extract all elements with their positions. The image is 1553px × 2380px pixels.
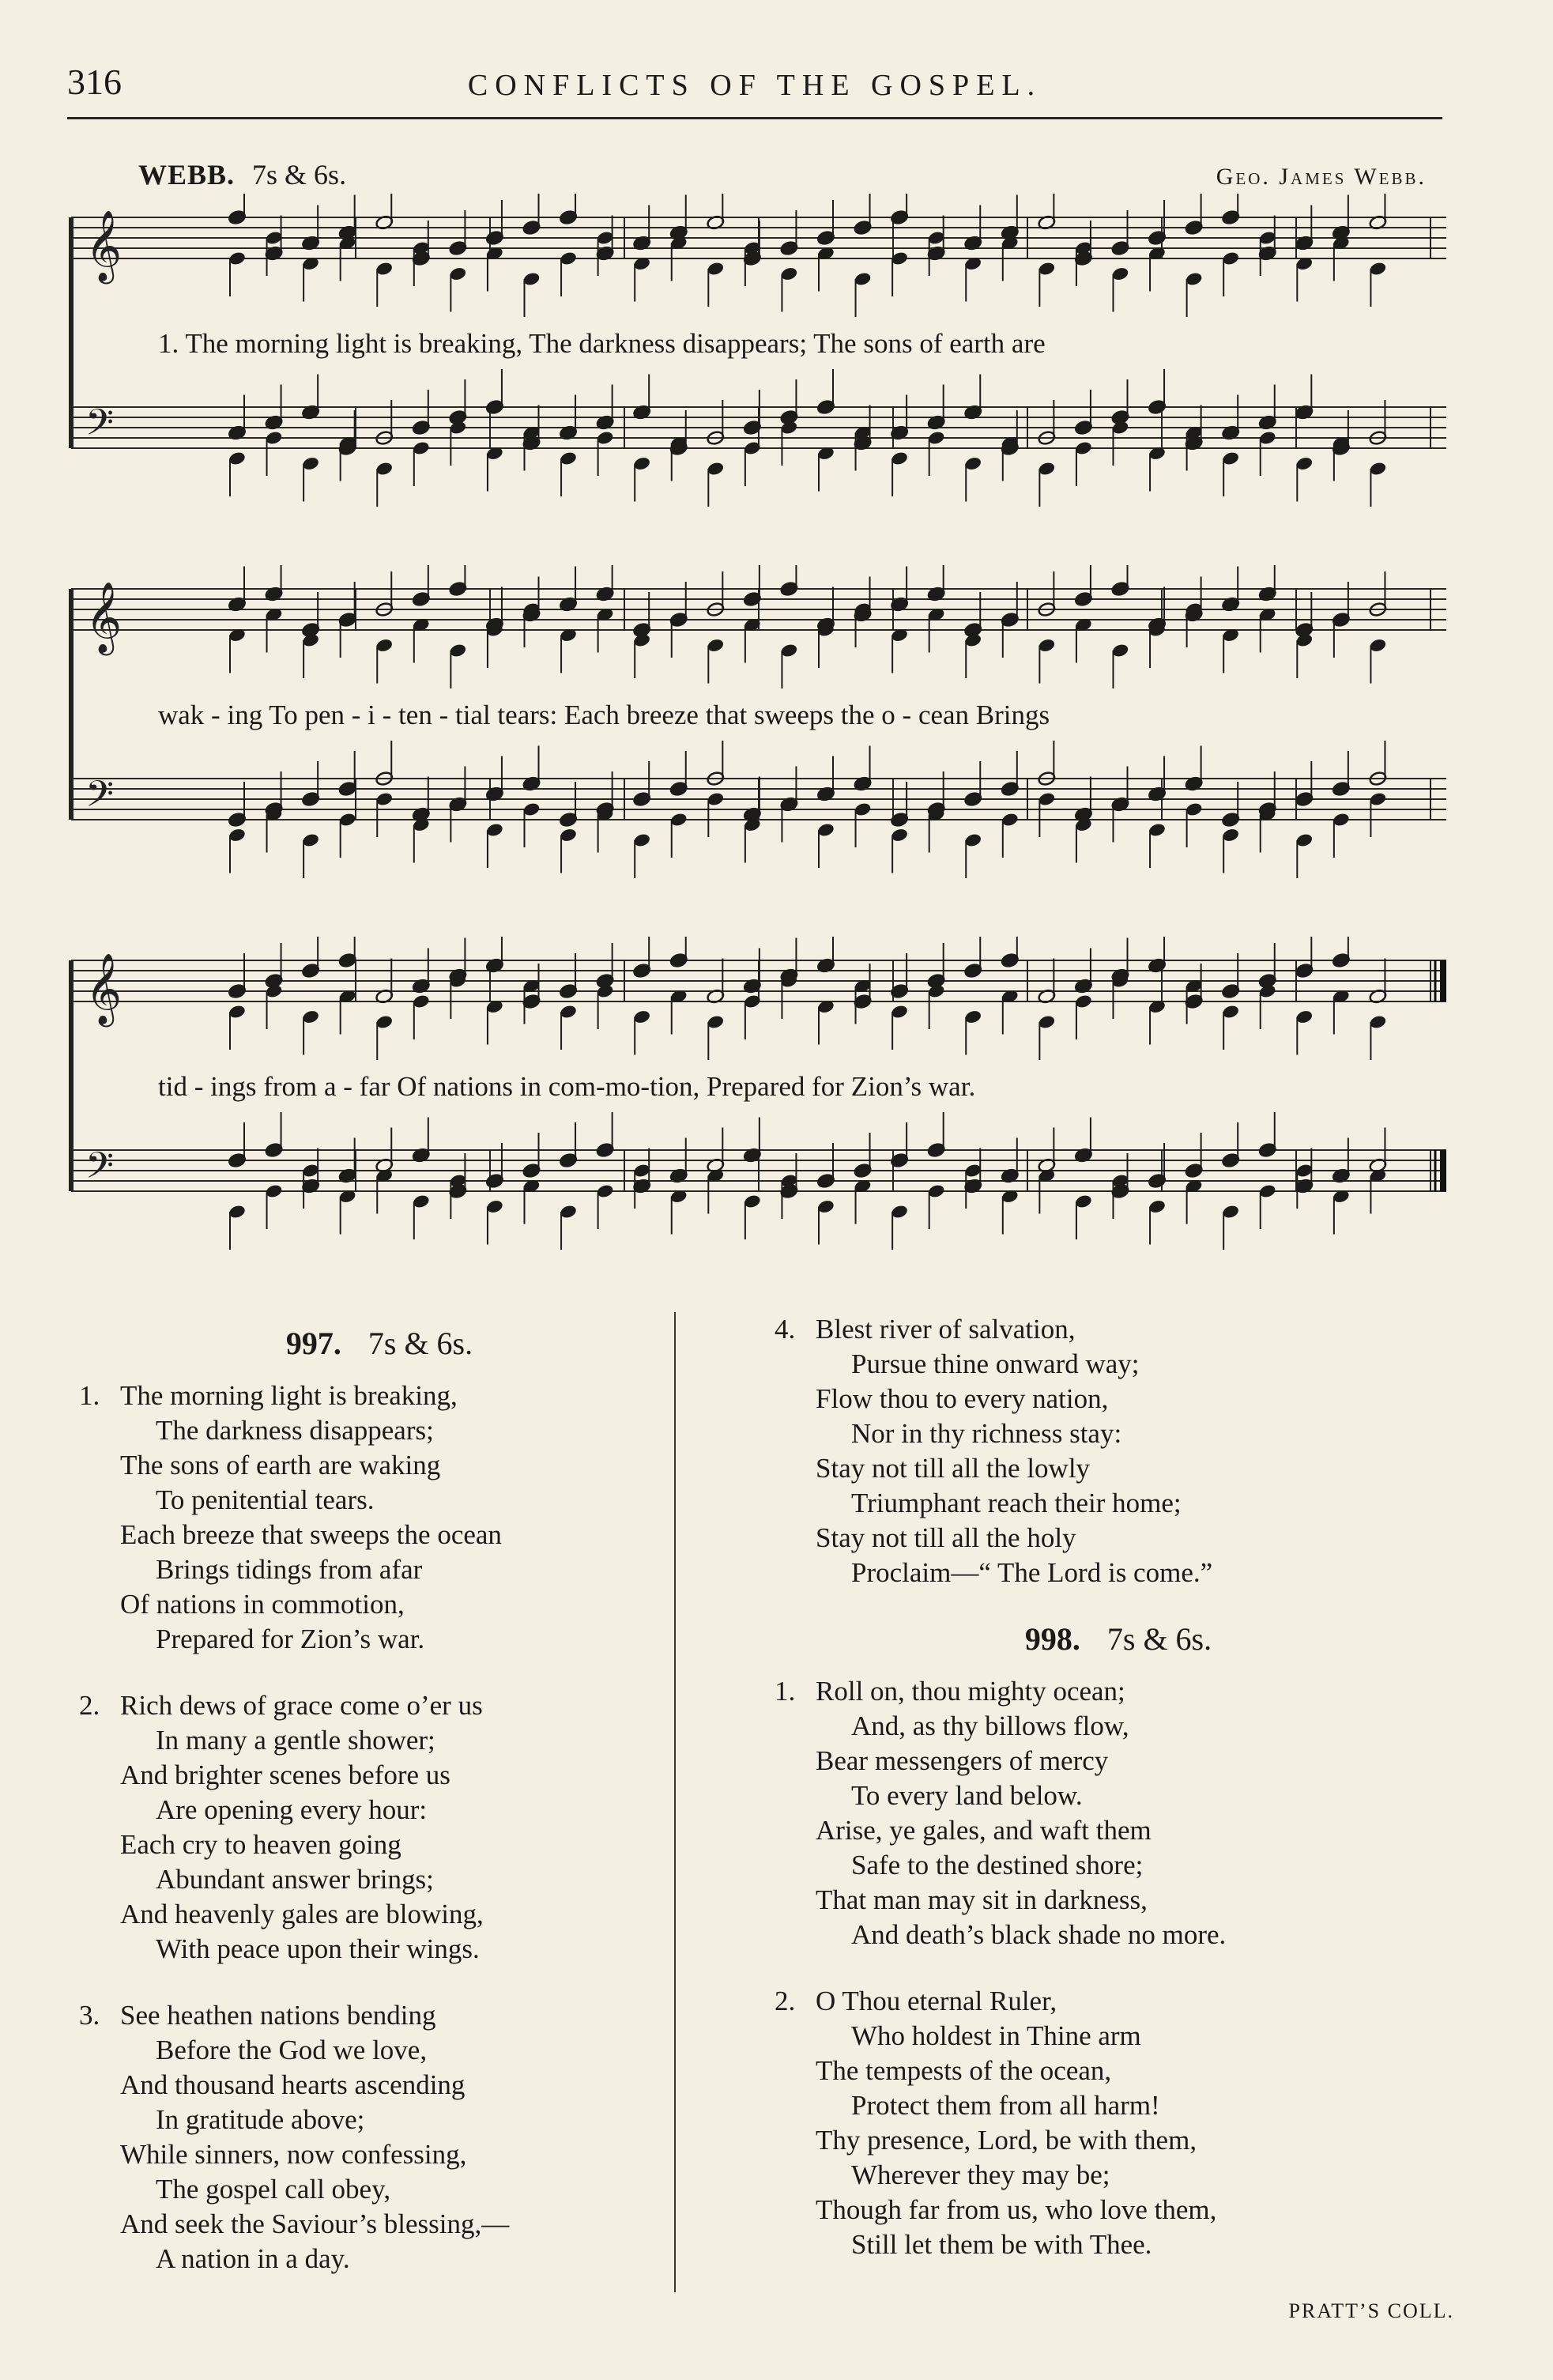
- hymn-line: Still let them be with Thee.: [851, 2229, 1152, 2260]
- hymn-line: And death’s black shade no more.: [851, 1919, 1227, 1950]
- hymn-998-stanza-2: [775, 1984, 1462, 2262]
- composer: Geo. James Webb.: [1216, 164, 1427, 190]
- hymn-line: Triumphant reach their home;: [851, 1488, 1182, 1518]
- verse-text: See heathen nations bending: [120, 2000, 436, 2031]
- hymn-line: [775, 1312, 1462, 1347]
- tune-meter: 7s & 6s.: [252, 159, 347, 190]
- hymn-997-heading: [79, 1326, 680, 1361]
- hymn-line: [775, 1984, 1462, 2019]
- hymn-line: Thy presence, Lord, be with them,: [816, 2125, 1197, 2156]
- page-number: 316: [67, 62, 122, 102]
- verse-text: O Thou eternal Ruler,: [816, 1986, 1057, 2016]
- treble-clef-icon: 𝄞: [85, 582, 123, 653]
- hymn-line: Abundant answer brings;: [156, 1864, 434, 1895]
- hymn-line: Before the God we love,: [156, 2035, 428, 2065]
- hymn-998-meter: 7s & 6s.: [1106, 1621, 1212, 1657]
- hymn-line: Stay not till all the holy: [816, 1522, 1076, 1553]
- hymn-line: And seek the Saviour’s blessing,—: [120, 2208, 510, 2239]
- treble-clef-icon: 𝄞: [85, 953, 123, 1024]
- hymn-997-stanza-1: [79, 1379, 680, 1657]
- hymn-line: To penitential tears.: [156, 1484, 375, 1515]
- hymn-line: Brings tidings from afar: [156, 1554, 423, 1585]
- hymn-line: With peace upon their wings.: [156, 1933, 480, 1964]
- hymn-line: In gratitude above;: [156, 2104, 365, 2135]
- bass-clef-icon: 𝄢: [85, 773, 115, 824]
- hymn-line: The gospel call obey,: [156, 2174, 391, 2205]
- hymn-line: Of nations in commotion,: [120, 1589, 405, 1620]
- hymn-line: Safe to the destined shore;: [851, 1850, 1144, 1880]
- hymn-line: [79, 1379, 680, 1413]
- verse-number: 1.: [79, 1380, 100, 1411]
- hymn-line: Prepared for Zion’s war.: [156, 1624, 425, 1654]
- hymn-line: Bear messengers of mercy: [816, 1745, 1109, 1776]
- hymn-line: [79, 1688, 680, 1723]
- hymn-line: Who holdest in Thine arm: [851, 2020, 1141, 2051]
- hymn-997-stanza-4: [775, 1312, 1462, 1590]
- hymn-line: Protect them from all harm!: [851, 2090, 1160, 2121]
- lyric-line-1: 1. The morning light is breaking, The darkness disappears; The sons of earth are: [158, 328, 1046, 359]
- hymn-line: [775, 1674, 1462, 1709]
- hymn-line: Are opening every hour:: [156, 1794, 428, 1825]
- hymn-line: The sons of earth are waking: [120, 1450, 441, 1480]
- right-column: [775, 1312, 1462, 2329]
- hymn-998-number: 998.: [1024, 1621, 1080, 1657]
- hymn-997-stanza-2: [79, 1688, 680, 1967]
- verse-number: 2.: [775, 1986, 796, 2016]
- tune-name: WEBB.: [138, 159, 236, 190]
- lyric-line-3: tid - ings from a - far Of nations in com-mo-tion, Prepared for Zion’s war.: [158, 1071, 976, 1102]
- hymn-line: And heavenly gales are blowing,: [120, 1899, 484, 1929]
- hymn-997-number: 997.: [285, 1326, 341, 1361]
- hymn-997-stanza-3: [79, 1998, 680, 2276]
- hymn-line: Wherever they may be;: [851, 2159, 1110, 2190]
- hymn-line: Each cry to heaven going: [120, 1829, 401, 1860]
- hymn-998-heading: [775, 1622, 1462, 1657]
- hymn-line: Nor in thy richness stay:: [851, 1418, 1122, 1449]
- hymn-998-source: PRATT’S COLL.: [1288, 2299, 1454, 2322]
- hymn-line: Though far from us, who love them,: [816, 2194, 1217, 2225]
- hymn-line: While sinners, now confessing,: [120, 2139, 467, 2170]
- hymn-line: Arise, ye gales, and waft them: [816, 1815, 1152, 1846]
- hymn-line: A nation in a day.: [156, 2243, 350, 2274]
- hymn-line: That man may sit in darkness,: [816, 1884, 1148, 1915]
- hymn-line: Stay not till all the lowly: [816, 1453, 1091, 1484]
- music-system-1: [63, 194, 1454, 565]
- running-title: CONFLICTS OF THE GOSPEL.: [467, 69, 1042, 102]
- hymn-line: The darkness disappears;: [156, 1415, 434, 1446]
- hymn-line: Pursue thine onward way;: [851, 1348, 1140, 1379]
- music-system-2: [63, 565, 1454, 937]
- hymn-texts: [79, 1312, 1470, 2332]
- hymn-line: And brighter scenes before us: [120, 1760, 450, 1790]
- hymn-line: In many a gentle shower;: [156, 1725, 435, 1756]
- verse-number: 4.: [775, 1314, 796, 1345]
- verse-text: The morning light is breaking,: [120, 1380, 458, 1411]
- hymn-line: And thousand hearts ascending: [120, 2069, 466, 2100]
- bass-clef-icon: 𝄢: [85, 402, 115, 453]
- verse-text: Blest river of salvation,: [816, 1314, 1076, 1345]
- hymn-998-stanza-1: [775, 1674, 1462, 1952]
- hymn-line: And, as thy billows flow,: [851, 1711, 1129, 1741]
- verse-number: 1.: [775, 1676, 796, 1707]
- hymn-997-meter: 7s & 6s.: [368, 1326, 473, 1361]
- left-column: [79, 1312, 680, 2308]
- tune-heading: [138, 158, 1427, 191]
- verse-number: 2.: [79, 1690, 100, 1721]
- header-rule: [67, 117, 1442, 119]
- bass-clef-icon: 𝄢: [85, 1145, 115, 1196]
- music-score: [63, 194, 1454, 1308]
- hymn-line: [79, 1998, 680, 2033]
- page-header: [67, 47, 1442, 103]
- verse-text: Rich dews of grace come o’er us: [120, 1690, 483, 1721]
- verse-text: Roll on, thou mighty ocean;: [816, 1676, 1125, 1707]
- hymn-line: Each breeze that sweeps the ocean: [120, 1519, 502, 1550]
- music-system-3: [63, 937, 1454, 1308]
- hymn-line: Flow thou to every nation,: [816, 1383, 1109, 1414]
- hymn-line: The tempests of the ocean,: [816, 2055, 1112, 2086]
- treble-clef-icon: 𝄞: [85, 210, 123, 281]
- verse-number: 3.: [79, 2000, 100, 2031]
- lyric-line-2: wak - ing To pen - i - ten - tial tears: Each breeze that sweeps the o - cean Brings: [158, 700, 1050, 730]
- hymn-line: To every land below.: [851, 1780, 1083, 1811]
- hymn-line: Proclaim—“ The Lord is come.”: [851, 1557, 1213, 1588]
